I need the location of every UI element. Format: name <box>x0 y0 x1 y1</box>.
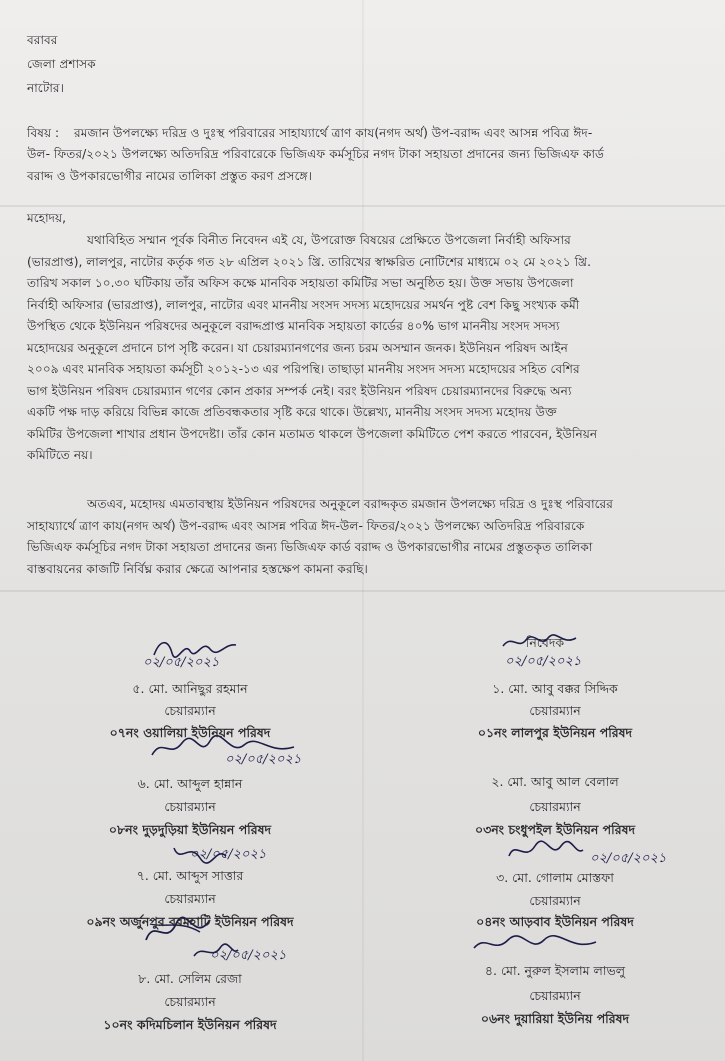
signatory-union: ০৬নং দুয়ারিয়া ইউনিয় পরিষদ <box>480 1011 630 1026</box>
signatory-title: চেয়ারম্যান <box>164 994 216 1009</box>
subject-line: বরাদ্দ ও উপকারভোগীর নামের তালিকা প্রস্তুত করণ প্রসঙ্গে। <box>27 168 312 183</box>
signature-date: ০২/০৫/২০২১ <box>225 752 302 767</box>
body-line: উপস্থিত থেকে ইউনিয়ন পরিষদের অনুকূলে বরাদ্দপ্রাপ্ত মানবিক সহায়তা কার্ডের ৪০% ভাগ মাননীয় সংসদ সদস্য <box>27 319 560 333</box>
signatory-title: চেয়ারম্যান <box>529 799 581 814</box>
signatory-name: ৫. মো. আনিছুর রহমান <box>132 681 248 696</box>
signatory-union: ১০নং কদিমচিলান ইউনিয়ন পরিষদ <box>103 1017 277 1032</box>
signature-mark <box>500 630 580 654</box>
subject-label: বিষয় : <box>27 126 60 140</box>
address-line-2: জেলা প্রশাসক <box>27 57 96 71</box>
salutation: মহোদয়, <box>27 211 67 225</box>
signature-mark <box>505 838 585 864</box>
body-line: একটি পক্ষ দাড় করিয়ে বিভিন্ন কাজে প্রতিবন্ধকতার সৃষ্টি করে থাকে। উল্লেখ্য, মাননীয় সংসদ সদস্য মহোদয় উক্ত <box>27 405 557 419</box>
body-paragraph-2 <box>27 494 707 580</box>
signature-date: ০২/০৫/২০২১ <box>505 654 582 669</box>
signatory-name: ১. মো. আবু বক্কর সিদ্দিক <box>492 681 618 696</box>
address-line-3: নাটোর। <box>27 81 64 95</box>
signatory-title: চেয়ারম্যান <box>529 703 581 718</box>
body-line: যথাবিহিত সম্মান পূর্বক বিনীত নিবেদন এই যে, উপরোক্ত বিষয়ের প্রেক্ষিতে উপজেলা নির্বাহী অফিসার <box>87 233 571 247</box>
body-line: মহোদয়ের অনুকূলে প্রদানে চাপ সৃষ্টি করেন। যা চেয়ারম্যানগণের জন্য চরম অসম্মান জনক। ইউনিয়ন পরিষদ আইন <box>27 340 568 355</box>
signatory-name: ৭. মো. আব্দুস সাত্তার <box>136 868 244 883</box>
closing-text: নিবেদক <box>525 635 565 650</box>
signatory-name: ৬. মো. আব্দুল হান্নান <box>137 776 243 791</box>
body-line: (ভারপ্রাপ্ত), লালপুর, নাটোর কর্তৃক গত ২৮ এপ্রিল ২০২১ খ্রি. তারিখের স্বাক্ষরিত নোটিশের মাধ্যমে ০২ মে ২০২১ খ্রি. <box>27 254 591 269</box>
signatory-name: ২. মো. আবু আল বেলাল <box>491 774 619 789</box>
signatory-title: চেয়ারম্যান <box>164 891 216 906</box>
body-line: সাহায্যার্থে ত্রাণ কায(নগদ অর্থ) উপ-বরাদ্দ এবং আসন্ন পবিত্র ঈদ-উল- ফিতর/২০২১ উপলক্ষ্যে অতিদরিদ্র পরিবারকে <box>27 518 585 533</box>
subject-text <box>74 123 702 145</box>
body-line: ভিজিএফ কর্মসূচির নগদ টাকা সহায়তা প্রদানের জন্য ভিজিএফ কার্ড বরাদ্দ ও উপকারভোগীর নামের প্রস্তুতকৃত তালিকা <box>27 540 593 554</box>
signatory-union: ০৪নং আড়বাব ইউনিয়ন পরিষদ <box>476 914 634 929</box>
signatory-name: ৪. মো. নুরুল ইসলাম লাভলু <box>484 963 626 978</box>
signatory-union: ০১নং লালপুর ইউনিয়ন পরিষদ <box>477 725 633 740</box>
signature-date: ০২/০৫/২০২১ <box>590 851 667 866</box>
body-line: কমিটির উপজেলা শাখার প্রধান উপদেষ্টা। তাঁর কোন মতামত থাকলে উপজেলা কমিটিতে পেশ করতে পারবেন, ইউনিয়ন <box>27 426 598 441</box>
signatory-union: ০৩নং চংধুপইল ইউনিয়ন পরিষদ <box>474 822 636 837</box>
signature-mark <box>470 932 600 958</box>
signatory-title: চেয়ারম্যান <box>529 988 581 1003</box>
signatory-union: ০৭নং ওয়ালিয়া ইউনিয়ন পরিষদ <box>109 725 271 740</box>
body-line: কমিটিতে নয়। <box>27 448 93 462</box>
signatory-title: চেয়ারম্যান <box>164 799 216 814</box>
address-line-1: বরাবর <box>27 33 58 47</box>
signatory-title: চেয়ারম্যান <box>164 703 216 718</box>
body-line: ২০০৯ এবং মানবিক সহায়তা কর্মসূচী ২০১২-১৩ এর পরিপন্থি। তাছাড়া মাননীয় সংসদ সদস্য মহোদয়ের সহিত বেশির <box>27 362 580 376</box>
subject-line: রমজান উপলক্ষ্যে দরিদ্র ও দুঃস্থ পরিবারের সাহায্যার্থে ত্রাণ কায(নগদ অর্থ) উপ-বরাদ্দ এবং আসন্ন পবিত্র ঈদ- <box>74 126 593 140</box>
subject-text-cont <box>27 144 702 187</box>
body-line: নির্বাহী অফিসার (ভারপ্রাপ্ত), লালপুর, নাটোর এবং মাননীয় সংসদ সদস্য মহোদয়ের সমর্থন পুষ্ট বেশ কিছু সংখ্যক কর্মী <box>27 297 580 312</box>
body-line: অতএব, মহোদয় এমতাবস্থায় ইউনিয়ন পরিষদের অনুকূলে বরাদ্দকৃত রমজান উপলক্ষ্যে দরিদ্র ও দুঃস্থ পরিবারের <box>87 497 613 511</box>
signatory-name: ৮. মো. সেলিম রেজা <box>138 971 242 986</box>
signature-date: ০২/০৫/২০২১ <box>210 948 287 963</box>
body-line: তারিখ সকাল ১০.৩০ ঘটিকায় তাঁর অফিস কক্ষে মানবিক সহায়তা কমিটির সভা অনুষ্ঠিত হয়। উক্ত সভায় উপজেলা <box>27 276 574 290</box>
signatory-title: চেয়ারম্যান <box>529 893 581 908</box>
signatory-name: ৩. মো. গোলাম মোস্তফা <box>496 870 614 885</box>
signature-date: ০২/০৫/২০২১ <box>190 847 267 862</box>
body-line: ভাগ ইউনিয়ন পরিষদ চেয়ারম্যান গণের কোন প্রকার সম্পর্ক নেই। বরং ইউনিয়ন পরিষদ চেয়ারম্যানদের বিরুদ্ধে অন্য <box>27 383 572 398</box>
subject-line: উল- ফিতর/২০২১ উপলক্ষ্যে অতিদরিদ্র পরিবারেকে ভিজিএফ কর্মসূচির নগদ টাকা সহায়তা প্রদানের জন্য ভিজিএফ কার্ড <box>27 147 604 161</box>
signature-date: ০২/০৫/২০২১ <box>143 655 220 670</box>
body-line: বাস্তবায়নের কাজটি নির্বিঘ্ন করার ক্ষেত্রে আপনার হস্তক্ষেপ কামনা করছি। <box>27 561 368 576</box>
signatory-union: ০৮নং দুড়দুড়িয়া ইউনিয়ন পরিষদ <box>108 822 272 837</box>
body-paragraph-1 <box>27 230 707 467</box>
signatory-union: ০৯নং অর্জুনপুর বরমহাটি ইউনিয়ন পরিষদ <box>86 914 294 929</box>
